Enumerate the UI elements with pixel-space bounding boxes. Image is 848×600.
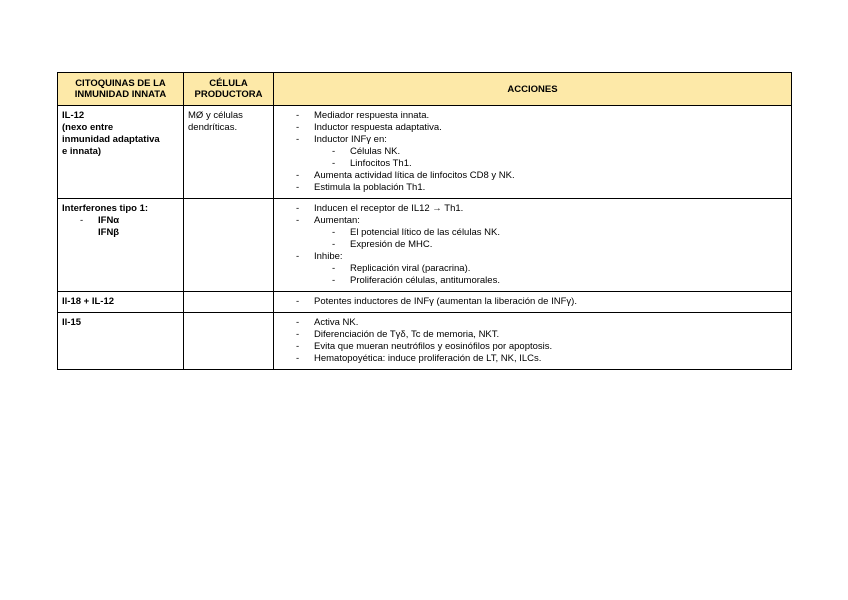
action-item [296, 215, 787, 251]
action-item: - Potentes inductores de INFγ (aumentan la liberación de INFγ). [296, 296, 787, 308]
header-actions: ACCIONES [274, 73, 792, 106]
action-subitem: - Replicación viral (paracrina). [332, 263, 787, 275]
cytokine-note: inmunidad adaptativa [62, 134, 160, 145]
producer-cell [184, 292, 274, 313]
cytokine-name-cell [58, 313, 184, 370]
action-subitem: - Linfocitos Th1. [332, 158, 787, 170]
action-text: Inductor INFγ en: [314, 134, 387, 145]
cytokine-name-cell [58, 292, 184, 313]
action-item: - Diferenciación de Tγδ, Tc de memoria, NKT. [296, 329, 787, 341]
cytokine-name: Il-15 [62, 317, 82, 328]
cytokine-name: Il-18 + IL-12 [62, 296, 115, 307]
action-item: - Aumenta actividad lítica de linfocitos CD8 y NK. [296, 170, 787, 182]
interferon-alpha: - IFNα [80, 215, 179, 227]
action-item: - Inducen el receptor de IL12 → Th1. [296, 203, 787, 215]
cytokine-name-cell [58, 106, 184, 199]
action-text: Inhibe: [314, 251, 343, 262]
action-item: - Inductor respuesta adaptativa. [296, 122, 787, 134]
cytokine-name-cell [58, 199, 184, 292]
action-item: - Mediador respuesta innata. [296, 110, 787, 122]
table-row [58, 106, 792, 199]
cytokine-name: IL-12 [62, 110, 85, 121]
action-subitem: - Células NK. [332, 146, 787, 158]
action-item: - Hematopoyética: induce proliferación de LT, NK, ILCs. [296, 353, 787, 365]
cytokine-note: e innata) [62, 146, 102, 157]
actions-cell [274, 292, 792, 313]
producer-cell: MØ y células dendríticas. [184, 106, 274, 199]
table-row [58, 199, 792, 292]
cytokines-table [57, 72, 792, 370]
action-item: - Activa NK. [296, 317, 787, 329]
header-cytokines: CITOQUINAS DE LA INMUNIDAD INNATA [58, 73, 184, 106]
header-producer-cell: CÉLULA PRODUCTORA [184, 73, 274, 106]
action-subitem: - Expresión de MHC. [332, 239, 787, 251]
producer-cell [184, 313, 274, 370]
cytokine-name: Interferones tipo 1: [62, 203, 149, 214]
actions-cell [274, 313, 792, 370]
action-subitem: - El potencial lítico de las células NK. [332, 227, 787, 239]
action-item: - Estimula la población Th1. [296, 182, 787, 194]
actions-cell [274, 106, 792, 199]
action-item [296, 134, 787, 170]
producer-cell [184, 199, 274, 292]
action-item: - Evita que mueran neutrófilos y eosinófilos por apoptosis. [296, 341, 787, 353]
interferon-beta: IFNβ [98, 227, 120, 238]
actions-cell [274, 199, 792, 292]
table-header-row [58, 73, 792, 106]
action-text: Aumentan: [314, 215, 360, 226]
table-row [58, 292, 792, 313]
action-subitem: - Proliferación células, antitumorales. [332, 275, 787, 287]
table-row [58, 313, 792, 370]
cytokine-note: (nexo entre [62, 122, 114, 133]
action-item [296, 251, 787, 287]
